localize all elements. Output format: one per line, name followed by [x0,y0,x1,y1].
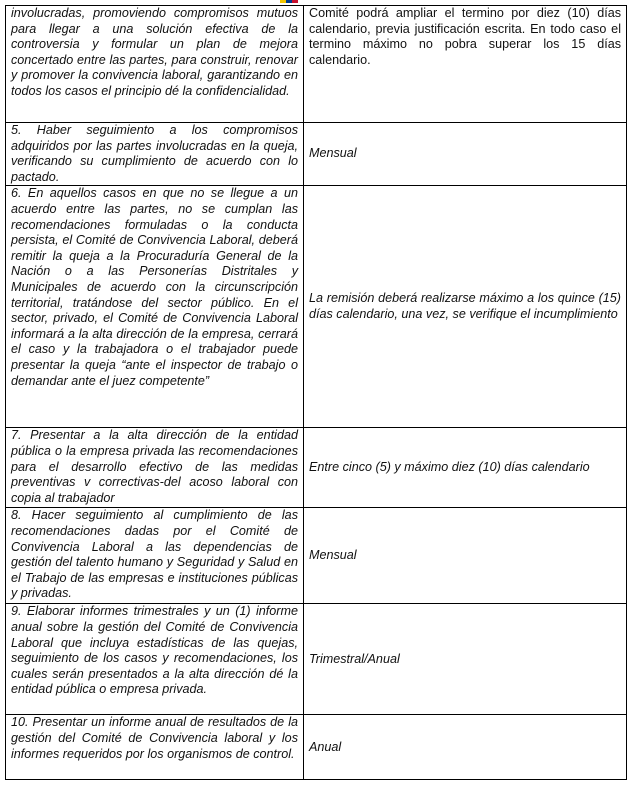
flag-stripe-logo [280,0,298,3]
functions-table [5,5,627,780]
function-cell: 9. Elaborar informes trimestrales y un (1) informe anual sobre la gestión del Comité de Convivencia Laboral que incluya estadísticas de las quejas, seguimiento de los casos y recomendaciones, los cuales serán presentados a la alta dirección dé la entidad pública o empresa privada. [6,604,304,715]
function-cell: 6. En aquellos casos en que no se llegue a un acuerdo entre las partes, no se cumplan las recomendaciones formuladas o la conducta persista, el Comité de Convivencia Laboral, deberá remitir la queja a la Procuraduría General de la Nación o a las Personerías Distritales y Municipales de acuerdo con la circunscripción territorial, tratándose del sector público. En el sector, privado, el Comité de Convivencia Laboral informará a la alta dirección de la empresa, cerrará el caso y la trabajadora o el trabajador puede presentar la queja “ante el inspector de trabajo o demandar ante el juez competente” [6,186,304,428]
function-cell: involucradas, promoviendo compromisos mutuos para llegar a una solución efectiva de la controversia y formular un plan de mejora concertado entre las partes, para construir, renovar y promover la convivencia laboral, garantizando en todos los casos el principio dé la confidencialidad. [6,6,304,123]
table-row [6,508,627,604]
term-cell: Anual [304,715,627,780]
term-cell: Trimestral/Anual [304,604,627,715]
function-cell: 7. Presentar a la alta dirección de la entidad pública o la empresa privada las recomendaciones para el desarrollo efectivo de las medidas preventivas v correctivas-del acoso laboral con copia al trabajador [6,428,304,508]
function-cell: 5. Haber seguimiento a los compromisos adquiridos por las partes involucradas en la queja, verificando su cumplimiento de acuerdo con lo pactado. [6,123,304,186]
term-cell: Mensual [304,508,627,604]
function-cell: 8. Hacer seguimiento al cumplimiento de las recomendaciones dadas por el Comité de Convivencia Laboral a las dependencias de gestión del talento humano y Seguridad y Salud en el Trabajo de las empresas e instituciones públicas y privadas. [6,508,304,604]
table-row [6,186,627,428]
flag-red [292,0,298,3]
term-cell: Comité podrá ampliar el termino por diez (10) días calendario, previa justificación escrita. En todo caso el termino máximo no pobra superar los 15 días calendario. [304,6,627,123]
table-row [6,123,627,186]
term-cell: Entre cinco (5) y máximo diez (10) días calendario [304,428,627,508]
function-cell: 10. Presentar un informe anual de resultados de la gestión del Comité de Convivencia laboral y los informes requeridos por los organismos de control. [6,715,304,780]
table-row [6,604,627,715]
table-row [6,715,627,780]
term-cell: Mensual [304,123,627,186]
table-row [6,428,627,508]
table-row [6,6,627,123]
term-cell: La remisión deberá realizarse máximo a los quince (15) días calendario, una vez, se verifique el incumplimiento [304,186,627,428]
